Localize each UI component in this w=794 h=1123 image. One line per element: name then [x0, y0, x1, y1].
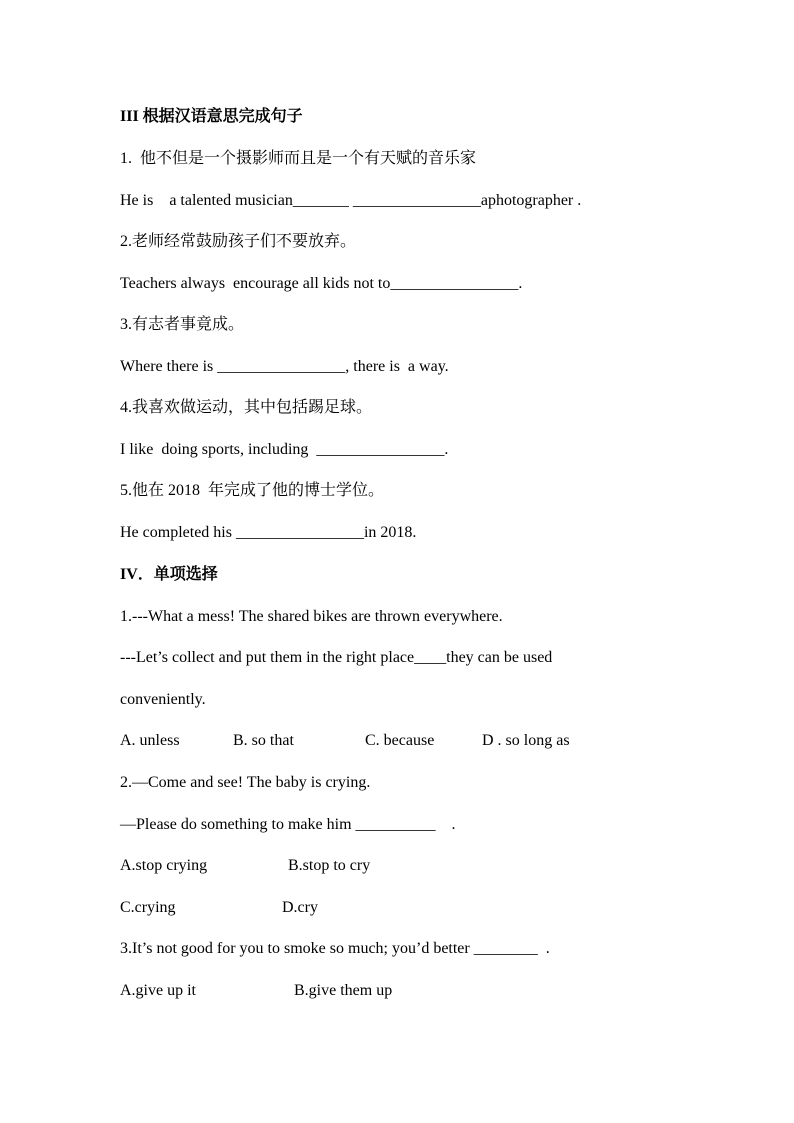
question-3-option-b: B.give them up	[294, 982, 393, 999]
question-2-line-1: 2.—Come and see! The baby is crying.	[120, 774, 371, 791]
question-1-option-d: D . so long as	[482, 732, 570, 749]
sentence-4-chinese: 4.我喜欢做运动，其中包括踢足球。	[120, 399, 373, 416]
sentence-2-chinese: 2.老师经常鼓励孩子们不要放弃。	[120, 233, 357, 250]
question-2-options-row-2	[120, 898, 318, 918]
question-1-option-b: B. so that	[233, 732, 294, 749]
sentence-5-chinese: 5.他在 2018 年完成了他的博士学位。	[120, 482, 385, 499]
sentence-5-english: He completed his ________________in 2018.	[120, 524, 417, 541]
question-2-line-2: —Please do something to make him __________ .	[120, 816, 456, 833]
sentence-2-english: Teachers always encourage all kids not to________________.	[120, 275, 523, 292]
question-1-option-c: C. because	[365, 732, 435, 749]
section-iv-title: IV．单项选择	[120, 566, 218, 583]
sentence-1-english: He is a talented musician_______ ________________aphotographer .	[120, 192, 582, 209]
question-1-option-a: A. unless	[120, 732, 180, 749]
sentence-1-chinese: 1. 他不但是一个摄影师而且是一个有天赋的音乐家	[120, 150, 477, 167]
sentence-4-english: I like doing sports, including ________________.	[120, 441, 449, 458]
sentence-3-chinese: 3.有志者事竟成。	[120, 316, 245, 333]
section-iii-title: III 根据汉语意思完成句子	[120, 108, 303, 125]
question-2-option-a: A.stop crying	[120, 857, 208, 874]
question-1-options	[120, 731, 570, 751]
question-1-line-2: ---Let’s collect and put them in the right place____they can be used	[120, 649, 553, 666]
question-2-options-row-1	[120, 856, 370, 876]
sentence-3-english: Where there is ________________, there is a way.	[120, 358, 449, 375]
question-1-line-3: conveniently.	[120, 691, 206, 708]
question-1-line-1: 1.---What a mess! The shared bikes are thrown everywhere.	[120, 608, 503, 625]
question-2-option-c: C.crying	[120, 899, 176, 916]
question-3-options	[120, 981, 392, 1001]
question-2-option-b: B.stop to cry	[288, 857, 371, 874]
question-3-line-1: 3.It’s not good for you to smoke so much; you’d better ________ .	[120, 940, 550, 957]
question-2-option-d: D.cry	[282, 899, 318, 916]
question-3-option-a: A.give up it	[120, 982, 196, 999]
